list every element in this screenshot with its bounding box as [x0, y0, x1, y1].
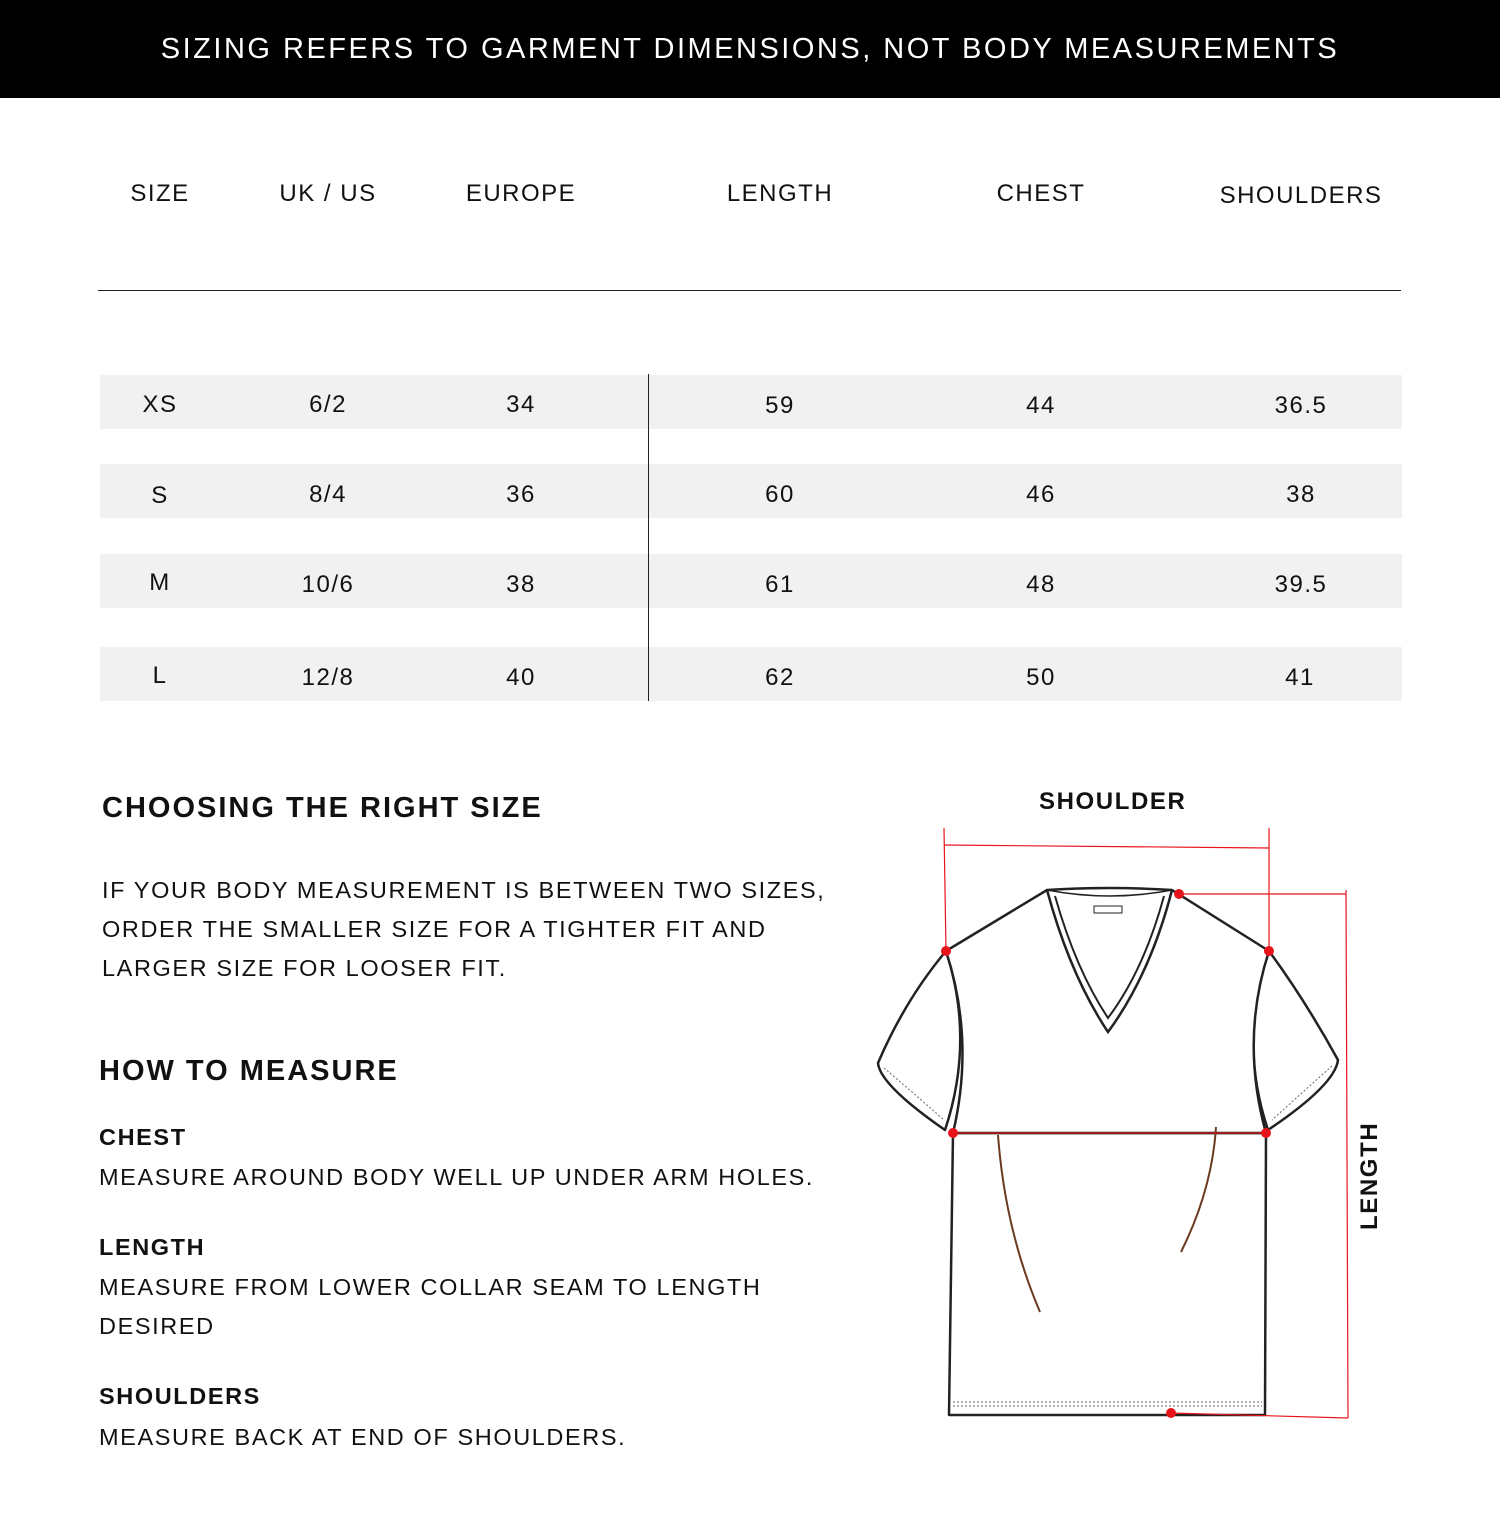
banner-text: SIZING REFERS TO GARMENT DIMENSIONS, NOT BODY MEASUREMENTS: [160, 32, 1340, 65]
tshirt-torso: [946, 888, 1269, 1133]
measure-point: [1261, 1128, 1271, 1138]
header-chest: CHEST: [996, 180, 1086, 207]
cell-shoulders: 38: [1286, 481, 1316, 508]
header-europe: EUROPE: [465, 180, 577, 207]
cell-length: 60: [765, 481, 795, 508]
cell-uk-us: 12/8: [301, 664, 355, 691]
instruction-line: MEASURE AROUND BODY WELL UP UNDER ARM HOLES.: [99, 1164, 815, 1190]
cell-uk-us: 10/6: [301, 571, 355, 598]
cell-size: L: [152, 662, 168, 689]
table-row: [100, 647, 1402, 701]
cell-shoulders: 36.5: [1274, 392, 1328, 419]
column-divider: [648, 374, 649, 701]
header-shoulders: SHOULDERS: [1219, 182, 1383, 209]
shoulders-instructions: [99, 1418, 626, 1457]
measure-point: [1174, 889, 1184, 899]
choosing-line: IF YOUR BODY MEASUREMENT IS BETWEEN TWO SIZES,: [102, 877, 826, 903]
neck-label-tag: [1094, 906, 1122, 913]
cell-europe: 34: [506, 391, 536, 418]
cell-chest: 46: [1026, 481, 1056, 508]
measure-point: [941, 946, 951, 956]
cell-length: 61: [765, 571, 795, 598]
header-uk-us: UK / US: [279, 180, 377, 207]
how-to-measure-title: HOW TO MEASURE: [99, 1055, 399, 1087]
table-row: [100, 554, 1402, 608]
length-measure-line: [1346, 890, 1348, 1418]
chest-label: CHEST: [99, 1124, 187, 1150]
measure-point: [1166, 1408, 1176, 1418]
length-instructions: [99, 1268, 761, 1346]
cell-size: S: [151, 482, 169, 509]
instruction-line: MEASURE BACK AT END OF SHOULDERS.: [99, 1424, 627, 1450]
choosing-line: ORDER THE SMALLER SIZE FOR A TIGHTER FIT AND: [102, 916, 767, 942]
cell-chest: 48: [1026, 571, 1056, 598]
choosing-size-title: CHOOSING THE RIGHT SIZE: [102, 792, 543, 824]
cell-uk-us: 6/2: [309, 391, 347, 418]
tshirt-diagram: [860, 820, 1380, 1440]
left-sleeve: [878, 951, 960, 1130]
measure-point: [1264, 946, 1274, 956]
shoulder-left-guide: [944, 828, 946, 951]
shoulder-measure-line: [944, 845, 1269, 848]
chest-instructions: [99, 1158, 814, 1197]
tshirt-outline: [878, 888, 1338, 1415]
length-label: LENGTH: [99, 1234, 206, 1260]
cell-europe: 40: [506, 664, 536, 691]
cell-shoulders: 39.5: [1274, 571, 1328, 598]
right-sleeve: [1253, 951, 1338, 1130]
length-measure-label: LENGTH: [1356, 1121, 1383, 1230]
instruction-line: DESIRED: [99, 1313, 215, 1339]
cell-uk-us: 8/4: [309, 481, 347, 508]
cell-size: XS: [142, 391, 178, 418]
choosing-line: LARGER SIZE FOR LOOSER FIT.: [102, 955, 507, 981]
choosing-size-text: [102, 871, 825, 988]
table-row: [100, 464, 1402, 518]
header-divider: [98, 290, 1401, 291]
measure-point: [948, 1128, 958, 1138]
sizing-notice-banner: [0, 0, 1500, 98]
cell-europe: 36: [506, 481, 536, 508]
cell-shoulders: 41: [1285, 664, 1315, 691]
header-size: SIZE: [130, 180, 190, 207]
cell-size: M: [149, 569, 171, 596]
instruction-line: MEASURE FROM LOWER COLLAR SEAM TO LENGTH: [99, 1274, 762, 1300]
cell-length: 62: [765, 664, 795, 691]
table-row: [100, 375, 1402, 429]
header-length: LENGTH: [726, 180, 834, 207]
shoulder-measure-label: SHOULDER: [1039, 788, 1187, 815]
cell-europe: 38: [506, 571, 536, 598]
tshirt-body: [949, 1133, 1266, 1415]
cell-chest: 44: [1026, 392, 1056, 419]
cell-length: 59: [765, 392, 795, 419]
shoulders-label: SHOULDERS: [99, 1383, 261, 1409]
cell-chest: 50: [1026, 664, 1056, 691]
